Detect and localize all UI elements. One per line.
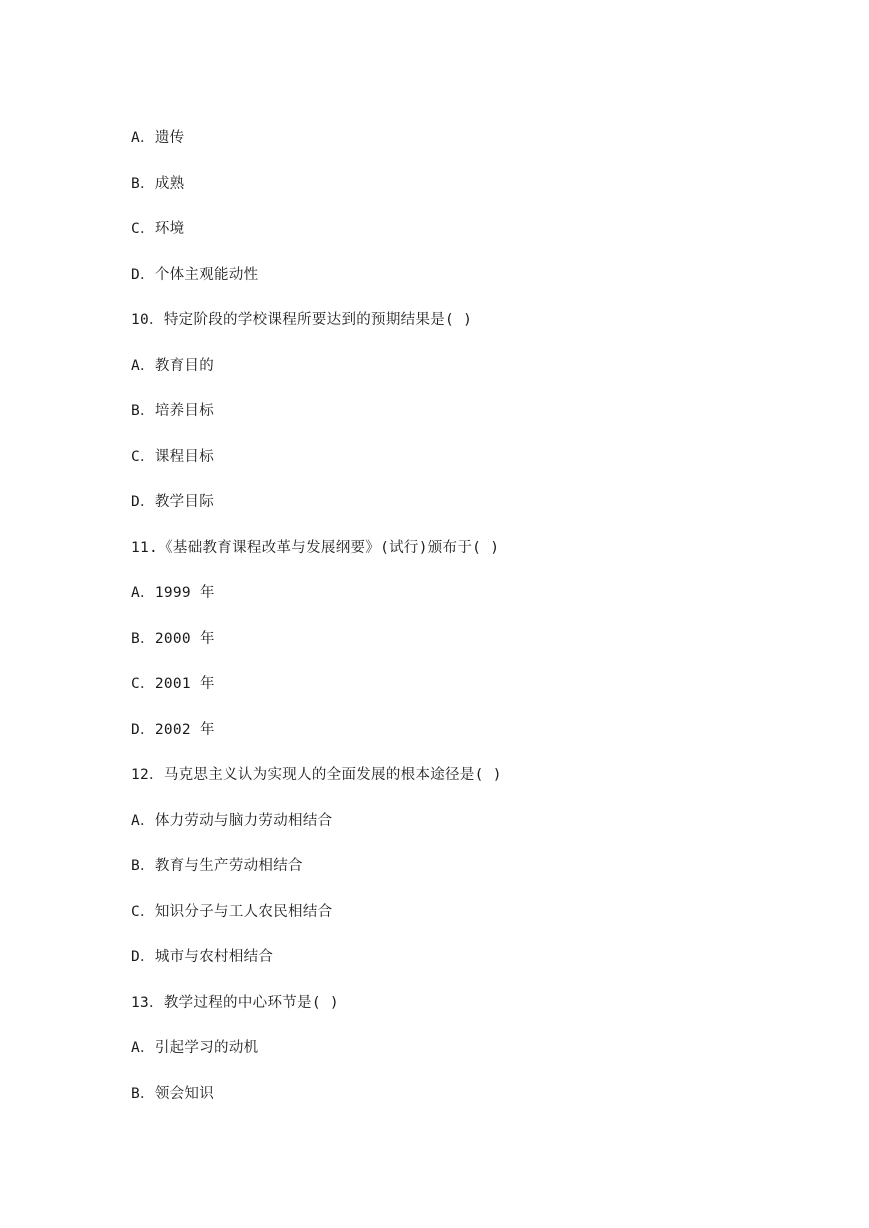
question-12: 12．马克思主义认为实现人的全面发展的根本途径是( ) [131, 767, 502, 783]
option-10b: B．培养目标 [131, 403, 215, 419]
option-12b: B．教育与生产劳动相结合 [131, 858, 303, 874]
option-10c: C．课程目标 [131, 449, 215, 465]
question-10: 10．特定阶段的学校课程所要达到的预期结果是( ) [131, 312, 473, 328]
option-12c: C．知识分子与工人农民相结合 [131, 904, 333, 920]
option-10d: D．教学目际 [131, 494, 215, 510]
option-12d: D．城市与农村相结合 [131, 949, 274, 965]
option-10a: A．教育目的 [131, 358, 215, 374]
question-11: 11.《基础教育课程改革与发展纲要》(试行)颁布于( ) [131, 540, 500, 556]
option-13b: B．领会知识 [131, 1086, 215, 1102]
option-11b: B．2000 年 [131, 631, 215, 647]
option-9b: B．成熟 [131, 176, 185, 192]
question-13: 13．教学过程的中心环节是( ) [131, 995, 339, 1011]
option-9c: C．环境 [131, 221, 185, 237]
option-12a: A．体力劳动与脑力劳动相结合 [131, 813, 333, 829]
option-11c: C．2001 年 [131, 676, 215, 692]
option-11d: D．2002 年 [131, 722, 215, 738]
option-11a: A．1999 年 [131, 585, 215, 601]
option-13a: A．引起学习的动机 [131, 1040, 259, 1056]
option-9a: A．遗传 [131, 130, 185, 146]
option-9d: D．个体主观能动性 [131, 267, 259, 283]
